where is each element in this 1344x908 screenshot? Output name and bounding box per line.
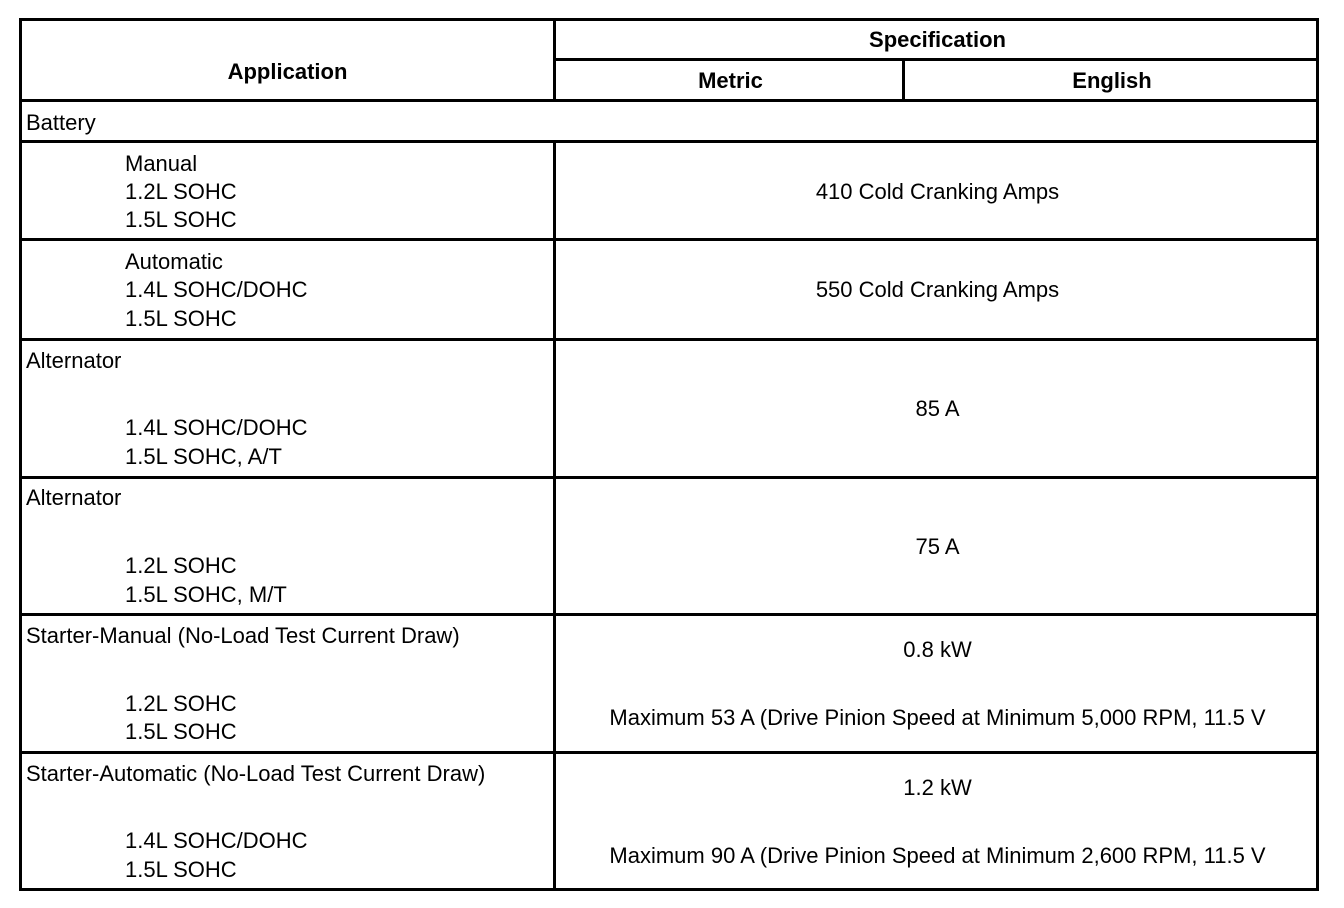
cell-text: Manual: [125, 151, 198, 176]
spec-value: 85 A: [915, 396, 960, 421]
cell-text: 1.2L SOHC: [125, 691, 237, 716]
spec-value: 0.8 kW: [903, 637, 972, 662]
spec-value: Maximum 53 A (Drive Pinion Speed at Minimum 5,000 RPM, 11.5 V: [609, 705, 1266, 730]
cell-text: 1.4L SOHC/DOHC: [125, 277, 308, 302]
spec-value: 75 A: [915, 534, 960, 559]
spec-value: Maximum 90 A (Drive Pinion Speed at Minimum 2,600 RPM, 11.5 V: [609, 843, 1266, 868]
cell-text: 1.5L SOHC, M/T: [125, 582, 287, 607]
cell-text: 1.2L SOHC: [125, 179, 237, 204]
cell-text: 1.5L SOHC: [125, 306, 237, 331]
row-label-starter-manual: Starter-Manual (No-Load Test Current Draw): [26, 623, 460, 648]
spec-value: 410 Cold Cranking Amps: [815, 179, 1060, 204]
rule: [19, 338, 1319, 341]
cell-text: Automatic: [125, 249, 223, 274]
cell-text: 1.5L SOHC: [125, 719, 237, 744]
header-application: Application: [227, 59, 348, 84]
cell-text: 1.5L SOHC: [125, 207, 237, 232]
rule: [556, 58, 1319, 61]
row-label-starter-automatic: Starter-Automatic (No-Load Test Current Draw): [26, 761, 486, 786]
rule: [19, 613, 1319, 616]
cell-text: 1.4L SOHC/DOHC: [125, 415, 308, 440]
rule: [19, 238, 1319, 241]
cell-text: 1.5L SOHC: [125, 857, 237, 882]
cell-text: 1.5L SOHC, A/T: [125, 444, 282, 469]
rule: [19, 476, 1319, 479]
header-english: English: [1072, 68, 1152, 93]
rule: [19, 140, 1319, 143]
header-specification: Specification: [869, 27, 1006, 52]
rule: [19, 751, 1319, 754]
header-metric: Metric: [698, 68, 763, 93]
spec-value: 1.2 kW: [903, 775, 972, 800]
row-label-battery: Battery: [26, 110, 96, 135]
cell-text: 1.2L SOHC: [125, 553, 237, 578]
cell-text: 1.4L SOHC/DOHC: [125, 828, 308, 853]
row-label-alternator: Alternator: [26, 485, 122, 510]
row-label-alternator: Alternator: [26, 348, 122, 373]
spec-value: 550 Cold Cranking Amps: [815, 277, 1060, 302]
rule: [19, 99, 1319, 102]
